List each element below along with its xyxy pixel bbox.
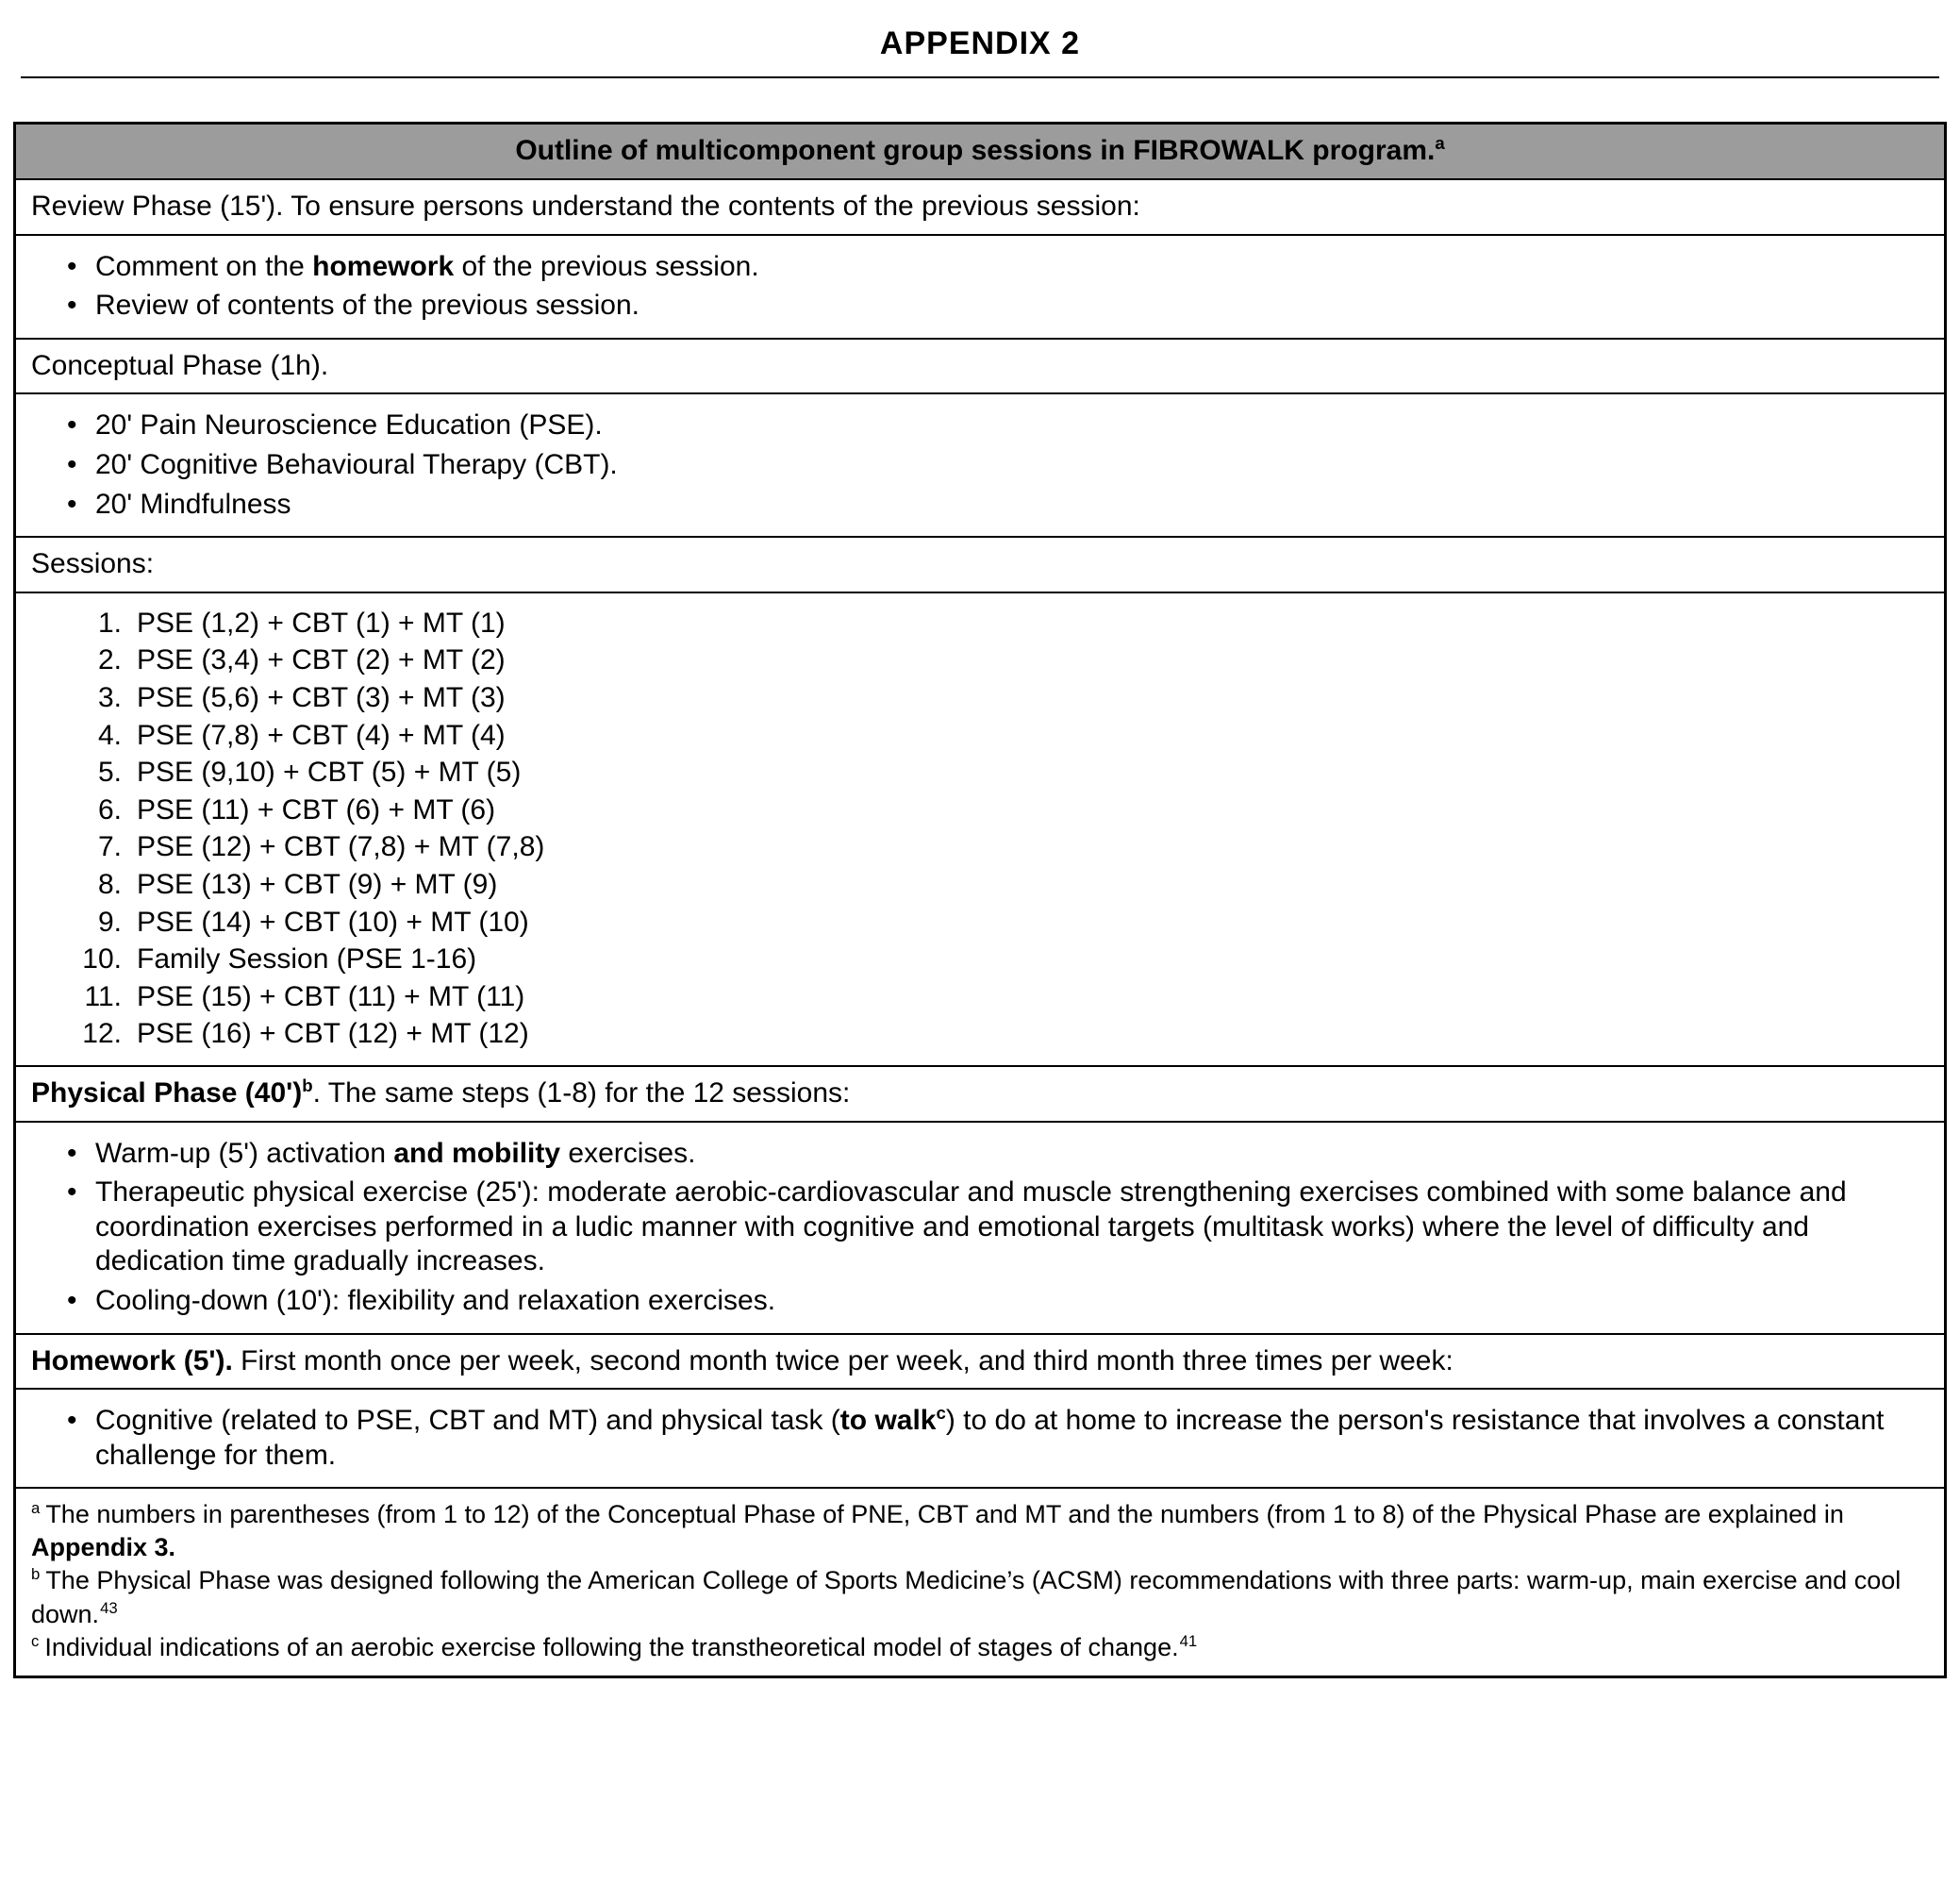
review-bullet-homework-post: of the previous session. [454, 250, 759, 282]
homework-heading-rest: First month once per week, second month twice per week, and third month three times per week: [232, 1344, 1453, 1376]
review-phase-heading-text: Review Phase (15'). To ensure persons understand the contents of the previous session: [31, 191, 1140, 223]
footnote-b-text: The Physical Phase was designed following the American College of Sports Medicine’s (ACSM) recommendations with three parts: warm-up, main exercise and cool down. [31, 1566, 1902, 1628]
physical-bullet-cooldown [67, 1284, 1929, 1319]
session-number: 9. [97, 906, 122, 938]
review-bullet-contents [67, 289, 1929, 324]
physical-bullet-warmup [67, 1137, 1929, 1172]
homework-bullet-bold: to walk [839, 1405, 937, 1437]
review-bullet-contents-text: Review of contents of the previous session. [95, 290, 639, 322]
physical-bullet-warmup-bold: and mobility [393, 1137, 561, 1169]
footnote-c-marker: c [31, 1631, 40, 1650]
session-number: 11. [84, 980, 122, 1012]
session-item [31, 793, 1929, 828]
conceptual-bullet-mindfulness [67, 488, 1929, 523]
review-bullet-homework-bold: homework [312, 250, 455, 282]
session-number: 5. [97, 757, 122, 789]
conceptual-bullet-cbt [67, 448, 1929, 483]
session-item [31, 681, 1929, 716]
physical-phase-heading-rest: . The same steps (1-8) for the 12 sessions: [312, 1076, 851, 1109]
conceptual-bullet-cbt-text: 20' Cognitive Behavioural Therapy (CBT). [95, 449, 618, 481]
footnote-a-text: The numbers in parentheses (from 1 to 12) of the Conceptual Phase of PNE, CBT and MT and the numbers (from 1 to 8) of the Physical Phase are explained in [45, 1500, 1844, 1529]
session-text: PSE (5,6) + CBT (3) + MT (3) [137, 682, 506, 713]
session-text: PSE (1,2) + CBT (1) + MT (1) [137, 607, 506, 639]
footnote-a-marker: a [31, 1499, 41, 1518]
footnote-c-reference: 41 [1179, 1631, 1198, 1650]
sessions-heading [16, 536, 1944, 592]
session-item [31, 906, 1929, 941]
sessions-heading-text: Sessions: [31, 548, 155, 580]
session-number: 4. [97, 719, 122, 751]
physical-phase-heading [16, 1065, 1944, 1121]
physical-bullet-exercise [67, 1176, 1929, 1279]
appendix-title: APPENDIX 2 [879, 25, 1081, 61]
conceptual-phase-heading [16, 338, 1944, 393]
homework-heading-bold: Homework (5'). [31, 1344, 233, 1376]
review-phase-heading [16, 178, 1944, 234]
physical-phase-footnote-marker: b [302, 1075, 313, 1095]
homework-bullet-pre: Cognitive (related to PSE, CBT and MT) and physical task ( [95, 1405, 840, 1437]
session-number: 6. [97, 793, 122, 825]
session-item [31, 830, 1929, 865]
physical-bullet-warmup-pre: Warm-up (5') activation [95, 1137, 394, 1169]
session-text: PSE (11) + CBT (6) + MT (6) [137, 793, 496, 825]
homework-bullets [16, 1388, 1944, 1487]
footnotes [16, 1487, 1944, 1675]
physical-phase-bullets [16, 1121, 1944, 1333]
session-item [31, 942, 1929, 977]
homework-bullet-cognitive [67, 1404, 1929, 1473]
footnote-b [31, 1564, 1929, 1630]
session-text: PSE (15) + CBT (11) + MT (11) [137, 980, 525, 1012]
footnote-a-bold: Appendix 3. [31, 1533, 176, 1562]
session-number: 3. [97, 682, 122, 713]
session-text: PSE (12) + CBT (7,8) + MT (7,8) [137, 831, 545, 863]
session-number: 2. [97, 644, 122, 676]
session-text: PSE (9,10) + CBT (5) + MT (5) [137, 757, 522, 789]
session-item [31, 980, 1929, 1015]
footnote-b-reference: 43 [100, 1598, 118, 1617]
table-header-footnote-marker: a [1435, 133, 1445, 154]
session-text: PSE (14) + CBT (10) + MT (10) [137, 906, 529, 938]
session-number: 12. [82, 1018, 122, 1050]
conceptual-phase-heading-text: Conceptual Phase (1h). [31, 349, 329, 381]
conceptual-phase-bullets [16, 392, 1944, 536]
homework-heading [16, 1333, 1944, 1389]
session-item [31, 643, 1929, 678]
homework-footnote-marker: c [936, 1403, 946, 1424]
conceptual-bullet-pse [67, 409, 1929, 443]
sessions-list-row [16, 592, 1944, 1065]
session-text: PSE (3,4) + CBT (2) + MT (2) [137, 644, 506, 676]
conceptual-bullet-pse-text: 20' Pain Neuroscience Education (PSE). [95, 409, 603, 442]
session-number: 7. [97, 831, 122, 863]
footnote-a [31, 1498, 1929, 1564]
review-bullet-homework-pre: Comment on the [95, 250, 313, 282]
physical-bullet-exercise-text: Therapeutic physical exercise (25'): moderate aerobic-cardiovascular and muscle strengthening exercises combined with some balance and coordination exercises performed in a ludic manner with cognitive and emotional targets (multitask works) where the level of difficulty and dedication time gradually increases. [95, 1176, 1847, 1277]
session-text: Family Session (PSE 1-16) [137, 943, 477, 976]
review-phase-bullets [16, 234, 1944, 338]
session-number: 10. [82, 943, 122, 976]
footnote-c-text: Individual indications of an aerobic exercise following the transtheoretical model of stages of change. [44, 1632, 1179, 1661]
session-item [31, 607, 1929, 642]
session-text: PSE (16) + CBT (12) + MT (12) [137, 1018, 529, 1050]
session-item [31, 868, 1929, 903]
physical-bullet-cooldown-text: Cooling-down (10'): flexibility and relaxation exercises. [95, 1284, 776, 1316]
session-item [31, 719, 1929, 754]
session-text: PSE (13) + CBT (9) + MT (9) [137, 868, 498, 900]
conceptual-bullet-mindfulness-text: 20' Mindfulness [95, 488, 291, 520]
table-header-text: Outline of multicomponent group sessions in FIBROWALK program. [515, 135, 1436, 167]
sessions-list [31, 607, 1929, 1052]
table-header [16, 125, 1944, 178]
footnote-b-marker: b [31, 1565, 41, 1584]
review-bullet-homework [67, 250, 1929, 285]
physical-phase-heading-bold: Physical Phase (40') [31, 1076, 303, 1109]
homework-bullet-post: ) to do at home to increase the person's resistance that involves a constant challenge for them. [95, 1405, 1885, 1471]
physical-bullet-warmup-post: exercises. [560, 1137, 696, 1169]
session-item [31, 1017, 1929, 1052]
footnote-c [31, 1631, 1929, 1664]
fibrowalk-program-table [13, 122, 1947, 1677]
session-text: PSE (7,8) + CBT (4) + MT (4) [137, 719, 506, 751]
session-item [31, 756, 1929, 791]
title-divider [21, 76, 1939, 78]
session-number: 8. [97, 868, 122, 900]
session-number: 1. [97, 607, 122, 639]
